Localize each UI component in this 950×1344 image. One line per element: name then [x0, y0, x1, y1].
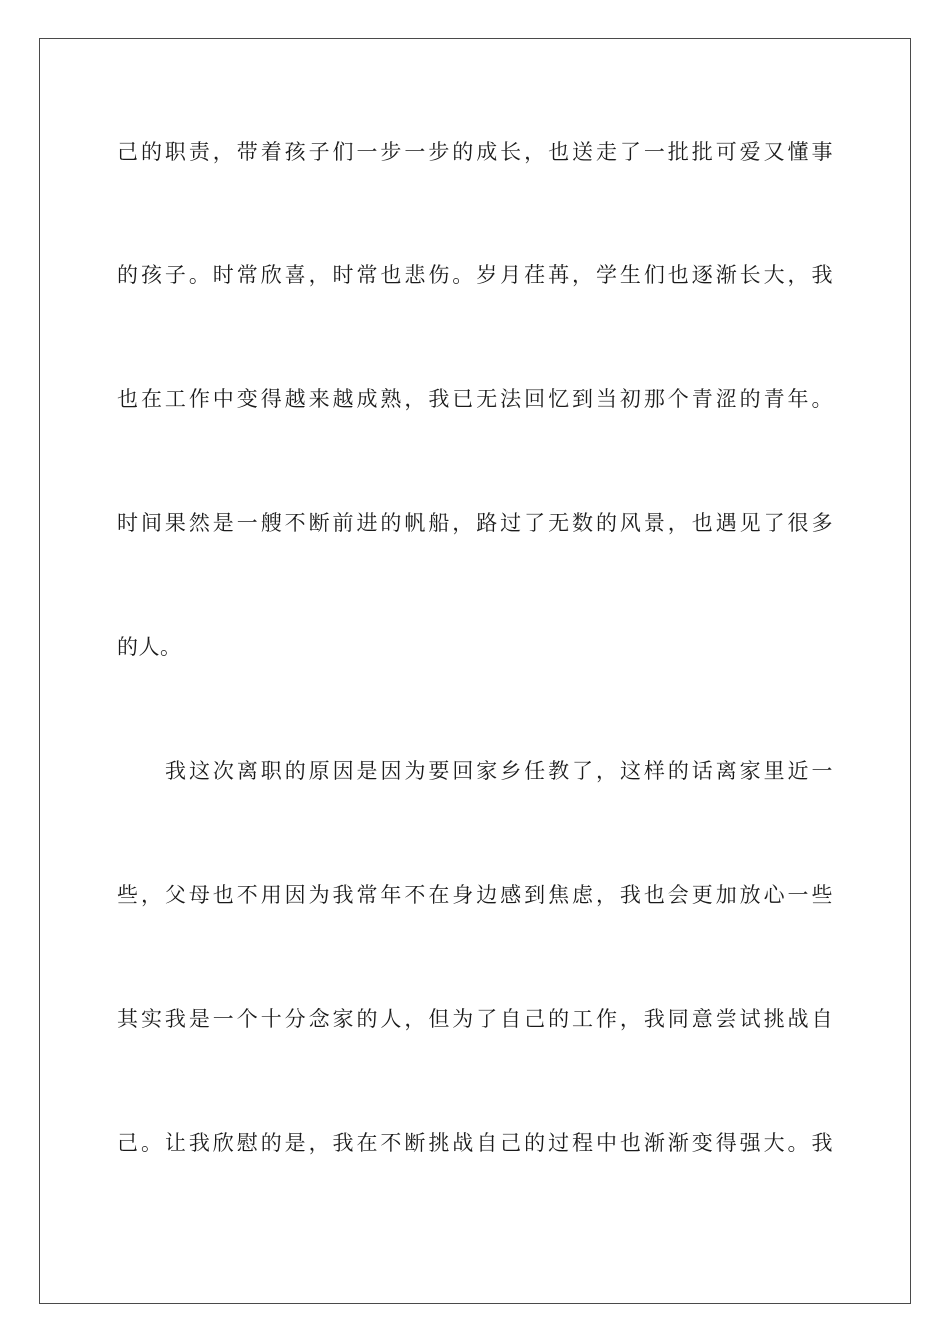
- page-border: [39, 38, 911, 1304]
- body-text-line: 己。让我欣慰的是，我在不断挑战自己的过程中也渐渐变得强大。我: [117, 1131, 833, 1155]
- paragraph-start-line: 我这次离职的原因是因为要回家乡任教了，这样的话离家里近一: [165, 759, 833, 783]
- body-text-line: 时间果然是一艘不断前进的帆船，路过了无数的风景，也遇见了很多: [117, 511, 833, 535]
- body-text-line: 些，父母也不用因为我常年不在身边感到焦虑，我也会更加放心一些: [117, 883, 833, 907]
- body-text-line: 其实我是一个十分念家的人，但为了自己的工作，我同意尝试挑战自: [117, 1007, 833, 1031]
- body-text-line: 的孩子。时常欣喜，时常也悲伤。岁月荏苒，学生们也逐渐长大，我: [117, 263, 833, 287]
- body-text-line: 的人。: [117, 635, 182, 659]
- body-text-line: 己的职责，带着孩子们一步一步的成长，也送走了一批批可爱又懂事: [117, 140, 833, 164]
- body-text-line: 也在工作中变得越来越成熟，我已无法回忆到当初那个青涩的青年。: [117, 387, 833, 411]
